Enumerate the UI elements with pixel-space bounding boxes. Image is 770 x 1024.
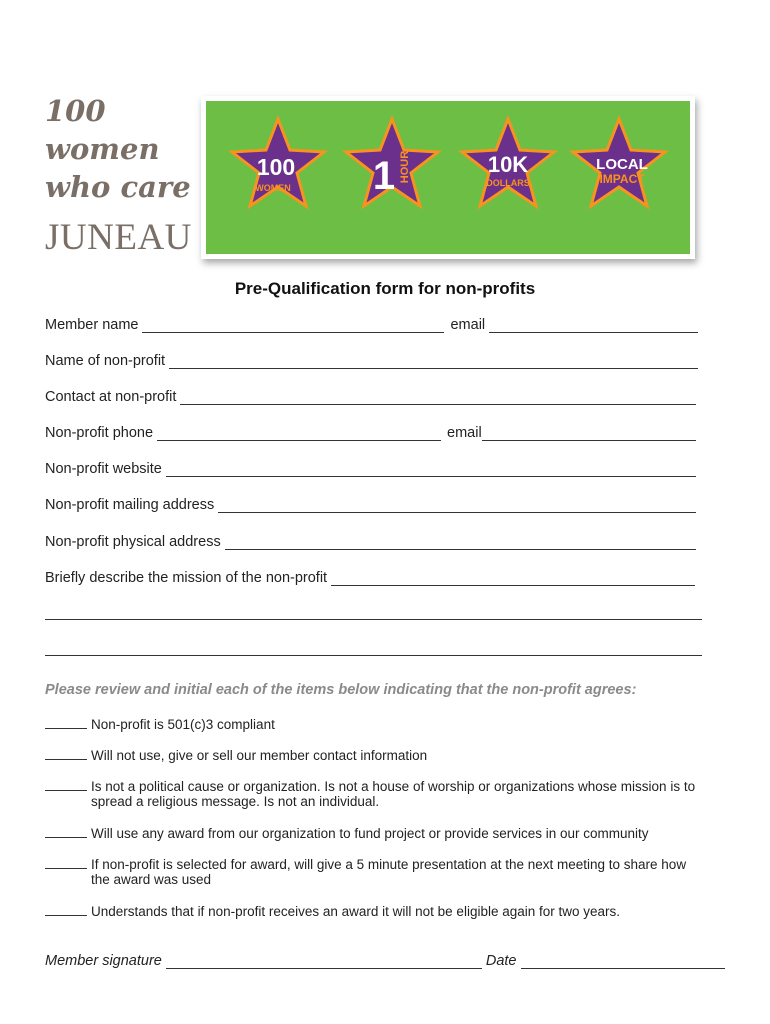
stars-graphic xyxy=(206,101,690,254)
member-name-label: Member name xyxy=(45,317,139,333)
phone-field[interactable] xyxy=(157,427,441,441)
form-title: Pre-Qualification form for non-profits xyxy=(234,279,536,298)
agreement-item-text: If non-profit is selected for award, will give a 5 minute presentation at the next meeting to share how xyxy=(91,857,687,872)
star-1-hour xyxy=(346,119,438,206)
agreement-item-text: Non-profit is 501(c)3 compliant xyxy=(91,717,275,732)
nonprofit-name-field[interactable] xyxy=(169,355,698,369)
star-3-small: DOLLARS xyxy=(486,178,530,188)
agreement-item-2 xyxy=(45,748,725,763)
agreement-item-6 xyxy=(45,904,725,919)
member-email-field[interactable] xyxy=(489,319,698,333)
website-label: Non-profit website xyxy=(45,461,162,477)
website-field[interactable] xyxy=(166,463,696,477)
star-local-impact xyxy=(573,119,665,206)
initial-field[interactable] xyxy=(45,779,87,791)
star-10k-dollars xyxy=(462,119,554,206)
agreement-item-text-continued: the award was used xyxy=(91,872,212,887)
agreement-item-text-continued: spread a religious message. Is not an individual. xyxy=(91,794,380,809)
agreement-item-text: Will use any award from our organization to fund project or provide services in our community xyxy=(91,826,649,841)
nonprofit-email-label: email xyxy=(447,425,482,441)
phone-row xyxy=(45,423,696,441)
star-2-small: HOUR xyxy=(399,150,411,184)
member-signature-field[interactable] xyxy=(166,955,482,969)
mission-field[interactable] xyxy=(331,572,695,586)
contact-field[interactable] xyxy=(180,391,696,405)
logo-line-1: 100 xyxy=(45,94,106,128)
star-100-women xyxy=(232,119,324,206)
initial-field[interactable] xyxy=(45,717,87,729)
physical-row xyxy=(45,532,696,550)
contact-row xyxy=(45,387,696,405)
member-name-field[interactable] xyxy=(142,319,444,333)
phone-label: Non-profit phone xyxy=(45,425,154,441)
organization-logo xyxy=(45,92,205,259)
star-1-big: 100 xyxy=(256,154,296,180)
date-field[interactable] xyxy=(521,955,726,969)
star-4-big: LOCAL xyxy=(596,156,648,173)
member-signature-label: Member signature xyxy=(45,953,162,969)
agreement-item-5 xyxy=(45,857,725,887)
agreement-item-4 xyxy=(45,826,725,841)
physical-address-label: Non-profit physical address xyxy=(45,534,221,550)
agreement-item-3 xyxy=(45,779,725,809)
nonprofit-email-field[interactable] xyxy=(482,427,696,441)
nonprofit-name-label: Name of non-profit xyxy=(45,353,166,369)
agreement-item-1 xyxy=(45,717,725,732)
agreement-instructions: Please review and initial each of the items below indicating that the non-profit agrees: xyxy=(45,682,637,698)
initial-field[interactable] xyxy=(45,857,87,869)
logo-line-2: women xyxy=(45,132,160,166)
nonprofit-name-row xyxy=(45,351,698,369)
mailing-address-label: Non-profit mailing address xyxy=(45,497,215,513)
star-3-big: 10K xyxy=(487,152,529,177)
stars-banner xyxy=(201,96,695,259)
contact-label: Contact at non-profit xyxy=(45,389,177,405)
star-1-small: WOMEN xyxy=(255,183,291,193)
star-2-big: 1 xyxy=(372,154,396,198)
initial-field[interactable] xyxy=(45,904,87,916)
signature-row xyxy=(45,951,725,969)
member-row xyxy=(45,315,698,333)
initial-field[interactable] xyxy=(45,826,87,838)
agreement-item-text: Is not a political cause or organization. Is not a house of worship or organizations whose mission is to xyxy=(91,779,696,794)
member-email-label: email xyxy=(450,317,486,333)
date-label: Date xyxy=(485,953,517,969)
mission-field-line-3[interactable] xyxy=(45,655,702,656)
agreement-item-text: Will not use, give or sell our member contact information xyxy=(91,748,428,763)
website-row xyxy=(45,459,696,477)
agreement-item-text: Understands that if non-profit receives an award it will not be eligible again for two years. xyxy=(91,904,621,919)
mission-label: Briefly describe the mission of the non-profit xyxy=(45,570,328,586)
mission-row xyxy=(45,568,695,586)
logo-line-3: who care xyxy=(45,170,191,204)
mailing-address-field[interactable] xyxy=(218,499,696,513)
logo-city: JUNEAU xyxy=(45,217,192,258)
initial-field[interactable] xyxy=(45,748,87,760)
physical-address-field[interactable] xyxy=(225,536,696,550)
mailing-row xyxy=(45,495,696,513)
star-4-small: IMPACT xyxy=(599,172,645,186)
mission-field-line-2[interactable] xyxy=(45,619,702,620)
